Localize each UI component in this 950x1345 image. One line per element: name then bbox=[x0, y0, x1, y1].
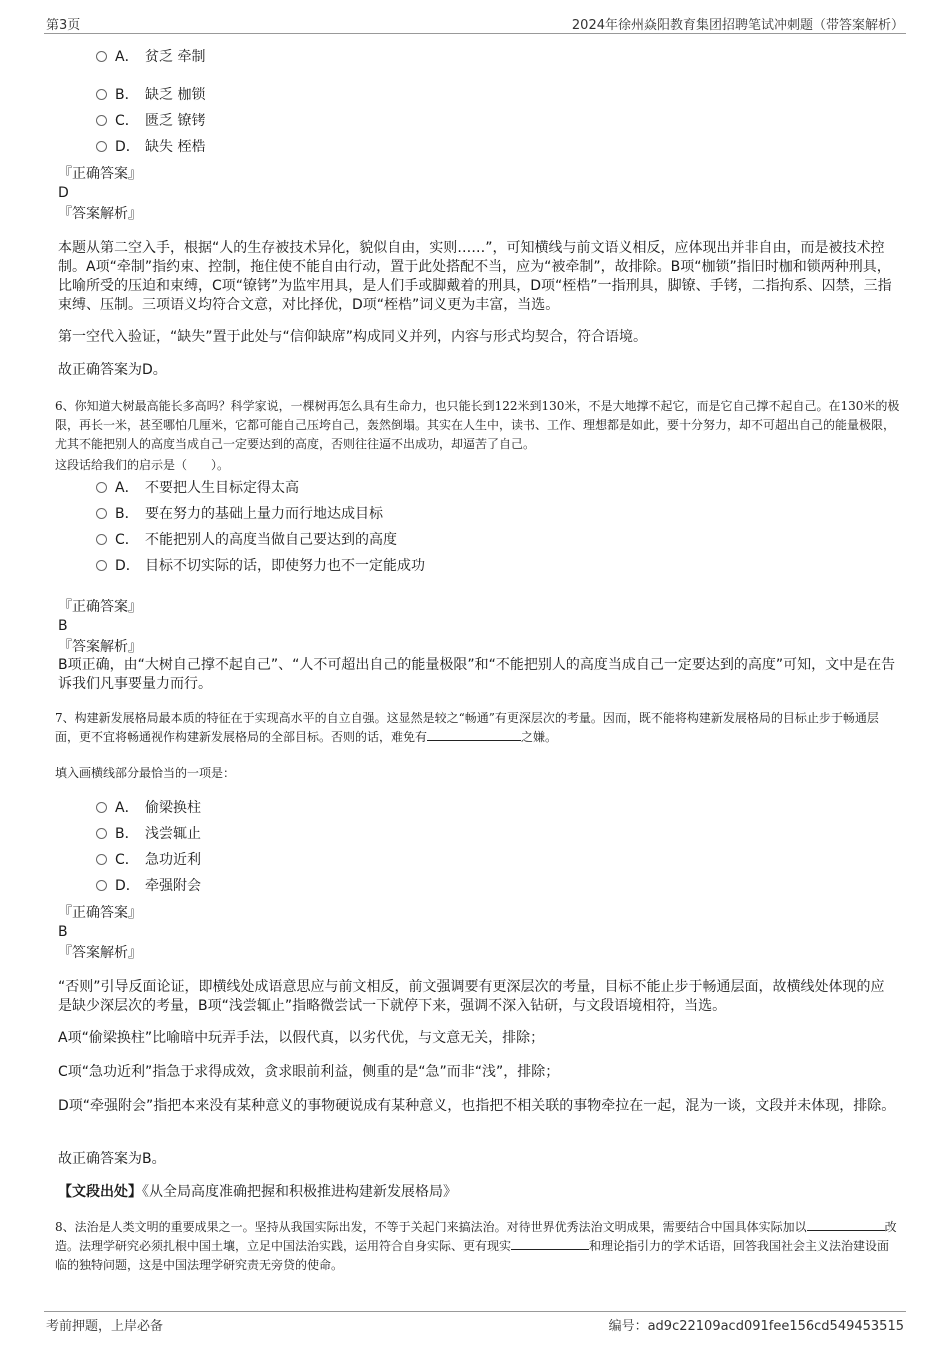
radio-icon[interactable] bbox=[96, 51, 107, 62]
radio-icon[interactable] bbox=[96, 508, 107, 519]
radio-icon[interactable] bbox=[96, 89, 107, 100]
radio-icon[interactable] bbox=[96, 115, 107, 126]
page-number: 第3页 bbox=[46, 18, 81, 33]
q5-option-d[interactable]: D． 缺失 桎梏 bbox=[96, 138, 205, 156]
q7-analysis-paragraph-1: “否则”引导反面论证，即横线处成语意思应与前文相反，前文强调要有更深层次的考量，目标不能止步于畅通层面，故横线处体现的应是缺少深层次的考量，B项“浅尝辄止”指略微尝试一下就停下来，强调不深入钻研，与文段语境相符，当选。 bbox=[58, 979, 885, 1014]
q6-option-a[interactable]: A． 不要把人生目标定得太高 bbox=[96, 479, 299, 497]
footer-divider bbox=[44, 1311, 906, 1312]
q7-analysis-paragraph-2: A项“偷梁换柱”比喻暗中玩弄手法，以假代真，以劣代优，与文意无关，排除； bbox=[58, 1030, 545, 1046]
q5-option-b[interactable]: B． 缺乏 枷锁 bbox=[96, 86, 205, 104]
radio-icon[interactable] bbox=[96, 854, 107, 865]
q6-option-c[interactable]: C． 不能把别人的高度当做自己要达到的高度 bbox=[96, 531, 397, 549]
q6-stem: 6、你知道大树最高能长多高吗？科学家说，一棵树再怎么具有生命力，也只能长到122米到130米，不是大地撑不起它，而是它自己撑不起自己。在130米的极限，再长一米，甚至哪怕几厘米，它都可能自己压垮自己，轰然倒塌。其实在人生中，读书、工作、理想都是如此，要十分努力，却不可超出自己的能量极限，尤其不能把别人的高度当成自己一定要达到的高度，否则往往逼不出成功，却逼苦了自己。 bbox=[55, 399, 900, 451]
q5-answer-label: 『正确答案』 bbox=[58, 166, 142, 182]
q6-option-d[interactable]: D． 目标不切实际的话，即使努力也不一定能成功 bbox=[96, 557, 425, 575]
radio-icon[interactable] bbox=[96, 141, 107, 152]
q7-answer-label: 『正确答案』 bbox=[58, 905, 142, 921]
fill-in-blank bbox=[807, 1218, 885, 1231]
radio-icon[interactable] bbox=[96, 802, 107, 813]
q6-answer-label: 『正确答案』 bbox=[58, 599, 142, 615]
document-title: 2024年徐州焱阳教育集团招聘笔试冲刺题（带答案解析） bbox=[571, 18, 904, 33]
q5-analysis-label: 『答案解析』 bbox=[58, 206, 142, 222]
q6-analysis-label: 『答案解析』 bbox=[58, 639, 142, 655]
q7-option-d[interactable]: D． 牵强附会 bbox=[96, 877, 201, 895]
q6-prompt: 这段话给我们的启示是（ ）。 bbox=[55, 458, 230, 472]
q5-option-a[interactable]: A． 贫乏 牵制 bbox=[96, 48, 205, 66]
radio-icon[interactable] bbox=[96, 482, 107, 493]
q7-analysis-paragraph-4: D项“牵强附会”指把本来没有某种意义的事物硬说成有某种意义，也指把不相关联的事物牵拉在一起，混为一谈，文段并未体现，排除。 bbox=[58, 1098, 896, 1114]
q6-analysis: B项正确，由“大树自己撑不起自己”、“人不可超出自己的能量极限”和“不能把别人的高度当成自己一定要达到的高度”可知，文中是在告诉我们凡事要量力而行。 bbox=[58, 657, 896, 692]
q8-stem: 8、法治是人类文明的重要成果之一。坚持从我国实际出发，不等于关起门来搞法治。对待世界优秀法治文明成果，需要结合中国具体实际加以 改造。法理学研究必须扎根中国土壤，立足中国法治实践，运用符合自身实际、更有现实 和理论指引力的学术话语，回答我国社会主义法治建设面临的独特问题，这是中国法理学研究责无旁贷的使命。 bbox=[55, 1220, 897, 1272]
q7-source: 【文段出处】《从全局高度准确把握和积极推进构建新发展格局》 bbox=[58, 1184, 457, 1200]
q5-analysis-paragraph-1: 本题从第二空入手，根据“人的生存被技术异化，貌似自由，实则……”，可知横线与前文语义相反，应体现出并非自由，而是被技术控制。A项“牵制”指约束、控制，拖住使不能自由行动，置于此处搭配不当，应为“被牵制”，故排除。B项“枷锁”指旧时枷和锁两种刑具，比喻所受的压迫和束缚，C项“镣铐”为监牢用具，是人们手或脚戴着的刑具，D项“桎梏”一指刑具，脚镣、手铐，二指拘系、囚禁，三指束缚、压制。三项语义均符合文意，对比择优，D项“桎梏”词义更为丰富，当选。 bbox=[58, 240, 892, 313]
q6-option-b[interactable]: B． 要在努力的基础上量力而行地达成目标 bbox=[96, 505, 383, 523]
fill-in-blank bbox=[511, 1237, 589, 1250]
q5-option-c[interactable]: C． 匮乏 镣铐 bbox=[96, 112, 205, 130]
q6-answer: B bbox=[58, 618, 68, 634]
radio-icon[interactable] bbox=[96, 534, 107, 545]
document-code: 编号：ad9c22109acd091fee156cd549453515 bbox=[608, 1319, 904, 1334]
fill-in-blank bbox=[427, 728, 521, 741]
q7-option-a[interactable]: A． 偷梁换柱 bbox=[96, 799, 201, 817]
q5-analysis-paragraph-2: 第一空代入验证，“缺失”置于此处与“信仰缺席”构成同义并列，内容与形式均契合，符合语境。 bbox=[58, 329, 648, 345]
q7-answer: B bbox=[58, 924, 68, 940]
q5-answer: D bbox=[58, 185, 69, 201]
q5-analysis-conclusion: 故正确答案为D。 bbox=[58, 362, 167, 378]
footer-slogan: 考前押题，上岸必备 bbox=[46, 1319, 164, 1334]
radio-icon[interactable] bbox=[96, 560, 107, 571]
q7-analysis-label: 『答案解析』 bbox=[58, 945, 142, 961]
radio-icon[interactable] bbox=[96, 828, 107, 839]
header-divider bbox=[44, 33, 906, 34]
q7-option-b[interactable]: B． 浅尝辄止 bbox=[96, 825, 201, 843]
q7-prompt: 填入画横线部分最恰当的一项是： bbox=[55, 766, 236, 780]
q7-analysis-conclusion: 故正确答案为B。 bbox=[58, 1151, 166, 1167]
q7-option-c[interactable]: C． 急功近利 bbox=[96, 851, 201, 869]
radio-icon[interactable] bbox=[96, 880, 107, 891]
q7-analysis-paragraph-3: C项“急功近利”指急于求得成效，贪求眼前利益，侧重的是“急”而非“浅”，排除； bbox=[58, 1064, 560, 1080]
q7-stem: 7、构建新发展格局最本质的特征在于实现高水平的自立自强。这显然是较之“畅通”有更深层次的考量。因而，既不能将构建新发展格局的目标止步于畅通层面，更不宜将畅通视作构建新发展格局的全部目标。否则的话，难免有 之嫌。 bbox=[55, 711, 879, 744]
